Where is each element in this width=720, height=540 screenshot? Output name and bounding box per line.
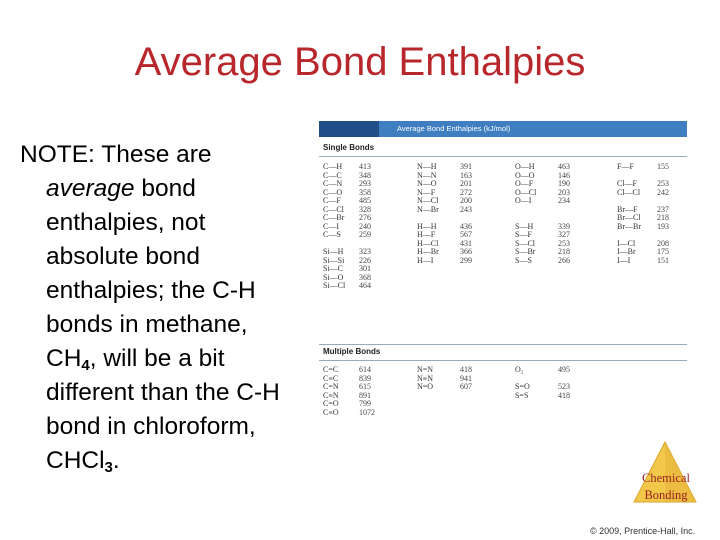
- single-value-3-1: 146: [558, 170, 570, 180]
- single-bond-2-0: N—H: [417, 162, 437, 171]
- chloroform-subscript: 3: [104, 459, 113, 476]
- methane-subscript: 4: [81, 357, 90, 374]
- single-value-1-12: 301: [359, 264, 371, 273]
- single-value-3-2: 190: [558, 179, 570, 188]
- single-value-4-10: 175: [657, 247, 669, 256]
- note-line-4: absolute bond: [46, 243, 200, 270]
- single-value-4-5: 237: [657, 204, 669, 214]
- single-bond-3-2: O—F: [515, 179, 534, 188]
- single-value-2-7: 436: [460, 221, 472, 231]
- multiple-bond-3-3: S=S: [515, 390, 529, 400]
- single-bond-2-3: N—F: [417, 187, 436, 197]
- single-value-4-0: 155: [657, 162, 669, 171]
- note-line-8: different than the C-H: [46, 379, 280, 406]
- single-bond-2-5: N—Br: [417, 204, 439, 214]
- single-bonds-label: Single Bonds: [323, 143, 375, 152]
- single-bond-1-8: C—S: [323, 230, 341, 239]
- note-line-9: bond in chloroform,: [46, 413, 256, 440]
- single-value-1-0: 413: [359, 162, 371, 171]
- single-bond-4-6: Br—Cl: [617, 213, 641, 222]
- single-value-3-3: 203: [558, 187, 570, 197]
- logo-line-2: Bonding: [644, 488, 688, 502]
- note-line-2-rest: bond: [134, 175, 196, 202]
- single-value-1-5: 328: [359, 204, 371, 214]
- single-value-2-9: 431: [460, 238, 472, 248]
- multiple-bond-1-5: C≡O: [323, 407, 339, 417]
- multiple-bond-2-2: N=O: [417, 382, 434, 391]
- multiple-value-1-0: 614: [359, 365, 371, 374]
- single-value-1-3: 358: [359, 187, 371, 197]
- single-value-3-4: 234: [558, 196, 570, 205]
- multiple-value-1-2: 615: [359, 382, 371, 391]
- single-bond-1-3: C—O: [323, 187, 343, 197]
- single-value-1-6: 276: [359, 213, 371, 222]
- single-value-2-0: 391: [460, 162, 472, 171]
- single-bond-3-0: O—H: [515, 162, 535, 171]
- single-value-4-3: 242: [657, 187, 669, 197]
- single-value-1-2: 293: [359, 179, 371, 188]
- single-bond-3-4: O—I: [515, 196, 532, 205]
- note-emphasis: average: [46, 175, 135, 202]
- single-bond-1-1: C—C: [323, 170, 342, 180]
- single-value-4-6: 218: [657, 213, 669, 222]
- single-value-1-7: 240: [359, 221, 371, 231]
- single-bond-2-2: N—O: [417, 179, 437, 188]
- single-bond-1-7: C—I: [323, 221, 339, 231]
- single-value-1-4: 485: [359, 196, 371, 205]
- note-line-5: enthalpies; the C-H: [46, 277, 256, 304]
- single-value-3-11: 266: [558, 255, 570, 265]
- single-value-3-7: 339: [558, 221, 570, 231]
- single-bond-3-8: S—F: [515, 230, 532, 239]
- chloroform-formula: CHCl: [46, 447, 105, 474]
- table-header-accent: [319, 121, 379, 137]
- single-value-2-1: 163: [460, 170, 472, 180]
- single-bond-1-11: Si—Si: [323, 255, 345, 265]
- single-bond-1-4: C—F: [323, 196, 341, 205]
- multiple-value-1-5: 1072: [359, 407, 375, 417]
- table-header-title: Average Bond Enthalpies (kJ/mol): [397, 124, 511, 133]
- multiple-value-3-0: 495: [558, 365, 570, 374]
- single-bond-4-3: Cl—Cl: [617, 187, 641, 197]
- single-bond-2-9: H—Cl: [417, 238, 439, 248]
- multiple-bond-2-1: N≡N: [417, 373, 434, 383]
- single-value-2-8: 567: [460, 230, 472, 239]
- multiple-bonds-rule: [319, 360, 687, 361]
- single-bond-1-6: C—Br: [323, 213, 345, 222]
- note-line-3: enthalpies, not: [46, 209, 206, 236]
- multiple-bond-1-2: C=N: [323, 382, 339, 391]
- single-value-1-13: 368: [359, 272, 371, 282]
- note-text: [20, 138, 320, 478]
- single-bond-4-5: Br—F: [617, 204, 638, 214]
- single-bond-1-0: C—H: [323, 162, 343, 171]
- single-value-2-2: 201: [460, 179, 472, 188]
- single-bond-1-14: Si—Cl: [323, 281, 346, 290]
- multiple-bonds-label: Multiple Bonds: [323, 347, 381, 356]
- logo-line-1: Chemical: [642, 471, 690, 485]
- single-value-1-1: 348: [359, 170, 371, 180]
- single-bond-2-10: H—Br: [417, 247, 439, 256]
- single-value-2-4: 200: [460, 196, 472, 205]
- multiple-bond-1-1: C≡C: [323, 373, 339, 383]
- multiple-value-2-2: 607: [460, 382, 472, 391]
- single-bond-1-13: Si—O: [323, 272, 344, 282]
- single-value-1-10: 323: [359, 247, 371, 256]
- single-bond-2-1: N—N: [417, 170, 437, 180]
- single-value-4-7: 193: [657, 221, 669, 231]
- multiple-value-1-1: 839: [359, 373, 371, 383]
- multiple-bond-1-4: C=O: [323, 399, 339, 408]
- single-value-3-9: 253: [558, 238, 570, 248]
- single-value-2-5: 243: [460, 204, 472, 214]
- single-bond-1-10: Si—H: [323, 247, 344, 256]
- table-header: [319, 121, 687, 137]
- multiple-value-2-1: 941: [460, 373, 472, 383]
- single-bond-4-9: I—Cl: [617, 238, 636, 248]
- single-bond-4-11: I—I: [617, 255, 631, 265]
- multiple-value-3-2: 523: [558, 382, 570, 391]
- single-bond-1-5: C—Cl: [323, 204, 344, 214]
- single-value-4-2: 253: [657, 179, 669, 188]
- note-line-7: [20, 342, 320, 376]
- copyright: © 2009, Prentice-Hall, Inc.: [590, 526, 696, 536]
- single-value-1-8: 259: [359, 230, 371, 239]
- single-bond-2-4: N—Cl: [417, 196, 439, 205]
- single-bond-4-7: Br—Br: [617, 221, 641, 231]
- note-line-2: [20, 172, 320, 206]
- note-line-10-rest: .: [112, 447, 120, 474]
- multiple-bond-3-2: S=O: [515, 382, 530, 391]
- multiple-value-1-3: 891: [359, 390, 371, 400]
- single-value-4-9: 208: [657, 238, 669, 248]
- single-bond-2-7: H—H: [417, 221, 437, 231]
- single-value-4-11: 151: [657, 255, 669, 265]
- single-value-1-11: 226: [359, 255, 371, 265]
- slide-title: Average Bond Enthalpies: [134, 40, 586, 84]
- note-line-10: [20, 444, 320, 478]
- single-bond-3-10: S—Br: [515, 247, 536, 256]
- methane-formula: CH: [46, 345, 82, 372]
- single-bond-4-0: F—F: [617, 162, 634, 171]
- multiple-value-2-0: 418: [460, 365, 472, 374]
- multiple-bond-2-0: N=N: [417, 365, 434, 374]
- single-value-3-10: 218: [558, 247, 570, 256]
- single-bond-1-2: C—N: [323, 179, 343, 188]
- multiple-bond-3-0: O₂: [515, 365, 524, 374]
- note-line-7-rest: , will be a bit: [89, 345, 225, 372]
- single-value-3-0: 463: [558, 162, 570, 171]
- single-value-2-3: 272: [460, 187, 472, 197]
- single-bond-3-9: S—Cl: [515, 238, 536, 248]
- single-bond-4-2: Cl—F: [617, 179, 638, 188]
- single-bond-3-1: O—O: [515, 170, 535, 180]
- multiple-value-1-4: 799: [359, 399, 371, 408]
- multiple-bond-1-3: C≡N: [323, 390, 339, 400]
- single-bond-3-3: O—Cl: [515, 187, 537, 197]
- bond-enthalpy-table: [319, 121, 687, 441]
- multiple-bonds-top-rule: [319, 344, 687, 345]
- single-bond-2-11: H—I: [417, 255, 434, 265]
- single-value-2-10: 366: [460, 247, 472, 256]
- single-value-1-14: 464: [359, 281, 371, 290]
- multiple-value-3-3: 418: [558, 390, 570, 400]
- single-bonds-rule: [319, 156, 687, 157]
- single-bond-3-11: S—S: [515, 255, 532, 265]
- single-bond-3-7: S—H: [515, 221, 534, 231]
- single-bond-1-12: Si—C: [323, 264, 344, 273]
- single-value-3-8: 327: [558, 230, 570, 239]
- single-value-2-11: 299: [460, 255, 472, 265]
- multiple-bond-1-0: C=C: [323, 365, 339, 374]
- logo-text: [628, 470, 704, 504]
- note-line-6: bonds in methane,: [46, 311, 248, 338]
- single-bond-4-10: I—Br: [617, 247, 636, 256]
- note-line-1: NOTE: These are: [20, 141, 212, 168]
- single-bond-2-8: H—F: [417, 230, 436, 239]
